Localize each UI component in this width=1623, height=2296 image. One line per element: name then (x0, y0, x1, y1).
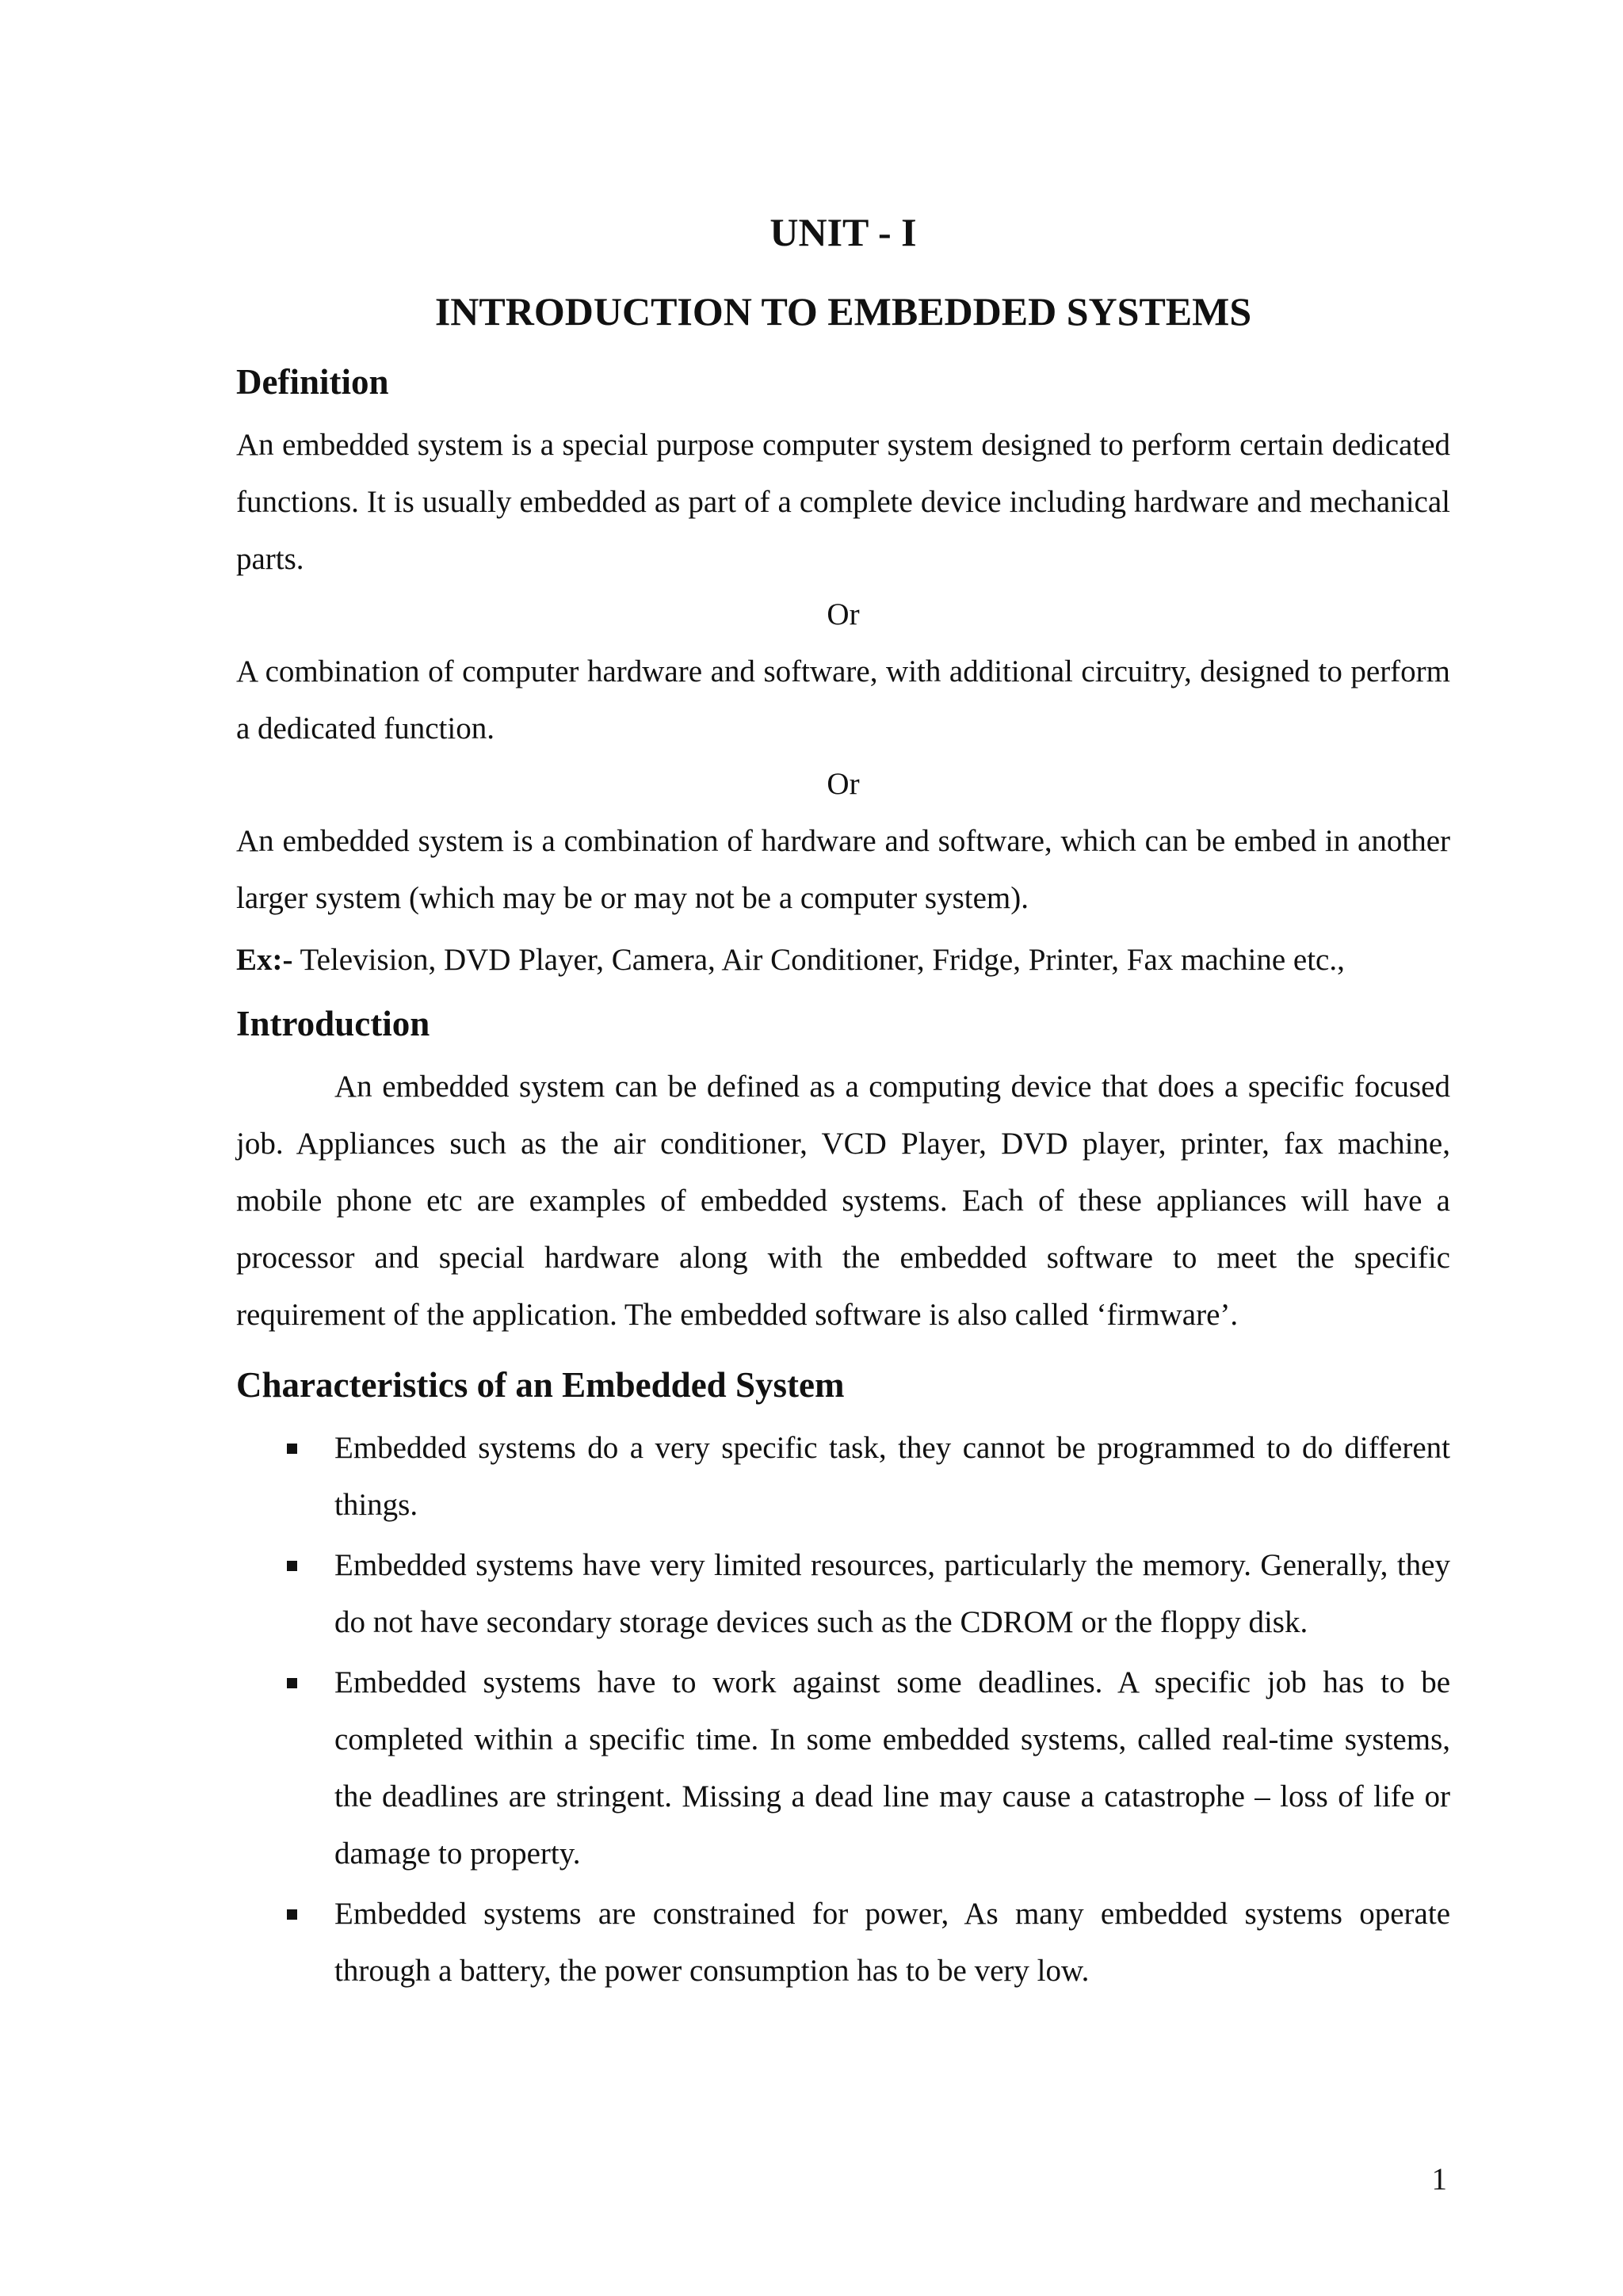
list-item (236, 1420, 1450, 1534)
list-item-text: Embedded systems are constrained for power, As many embedded systems operate through a battery, the power consumption has to be very low. (334, 1897, 1450, 1988)
definition-paragraph-2: A combination of computer hardware and software, with additional circuitry, designed to perform a dedicated function. (236, 654, 1450, 746)
list-item (236, 1537, 1450, 1651)
or-separator-2: Or (827, 767, 860, 801)
example-line (236, 932, 1450, 989)
page-content (236, 204, 1450, 2003)
list-item-text: Embedded systems do a very specific task, they cannot be programmed to do different things. (334, 1431, 1450, 1522)
list-item-text: Embedded systems have very limited resources, particularly the memory. Generally, they do not have secondary storage devices such as the CDROM or the floppy disk. (334, 1548, 1450, 1639)
page-number: 1 (1431, 2162, 1447, 2196)
list-item (236, 1654, 1450, 1882)
square-bullet-icon (287, 1561, 297, 1571)
definition-paragraph-1: An embedded system is a special purpose computer system designed to perform certain dedicated functions. It is usually embedded as part of a complete device including hardware and mechanical parts. (236, 428, 1450, 576)
chapter-title: INTRODUCTION TO EMBEDDED SYSTEMS (434, 289, 1252, 334)
square-bullet-icon (287, 1444, 297, 1454)
definition-paragraph-3: An embedded system is a combination of hardware and software, which can be embed in another larger system (which may be or may not be a computer system). (236, 824, 1450, 915)
characteristics-list (236, 1420, 1450, 2000)
introduction-paragraph: An embedded system can be defined as a computing device that does a specific focused job. Appliances such as the air conditioner, VCD Player, DVD player, printer, fax machine, mobile phone etc are examples of embedded systems. Each of these appliances will have a processor and special hardware along with the embedded software to meet the specific requirement of the application. The embedded software is also called ‘firmware’. (236, 1070, 1450, 1332)
list-item (236, 1886, 1450, 2000)
definition-heading: Definition (236, 362, 389, 402)
square-bullet-icon (287, 1678, 297, 1688)
list-item-text: Embedded systems have to work against some deadlines. A specific job has to be completed within a specific time. In some embedded systems, called real-time systems, the deadlines are stringent. Missing a dead line may cause a catastrophe – loss of life or damage to property. (334, 1665, 1450, 1871)
example-label: Ex:- (236, 943, 293, 977)
square-bullet-icon (287, 1909, 297, 1920)
or-separator-1: Or (827, 597, 860, 631)
characteristics-heading: Characteristics of an Embedded System (236, 1365, 845, 1405)
introduction-heading: Introduction (236, 1004, 430, 1043)
unit-title: UNIT - I (769, 210, 917, 254)
example-text: Television, DVD Player, Camera, Air Conditioner, Fridge, Printer, Fax machine etc., (292, 943, 1345, 977)
